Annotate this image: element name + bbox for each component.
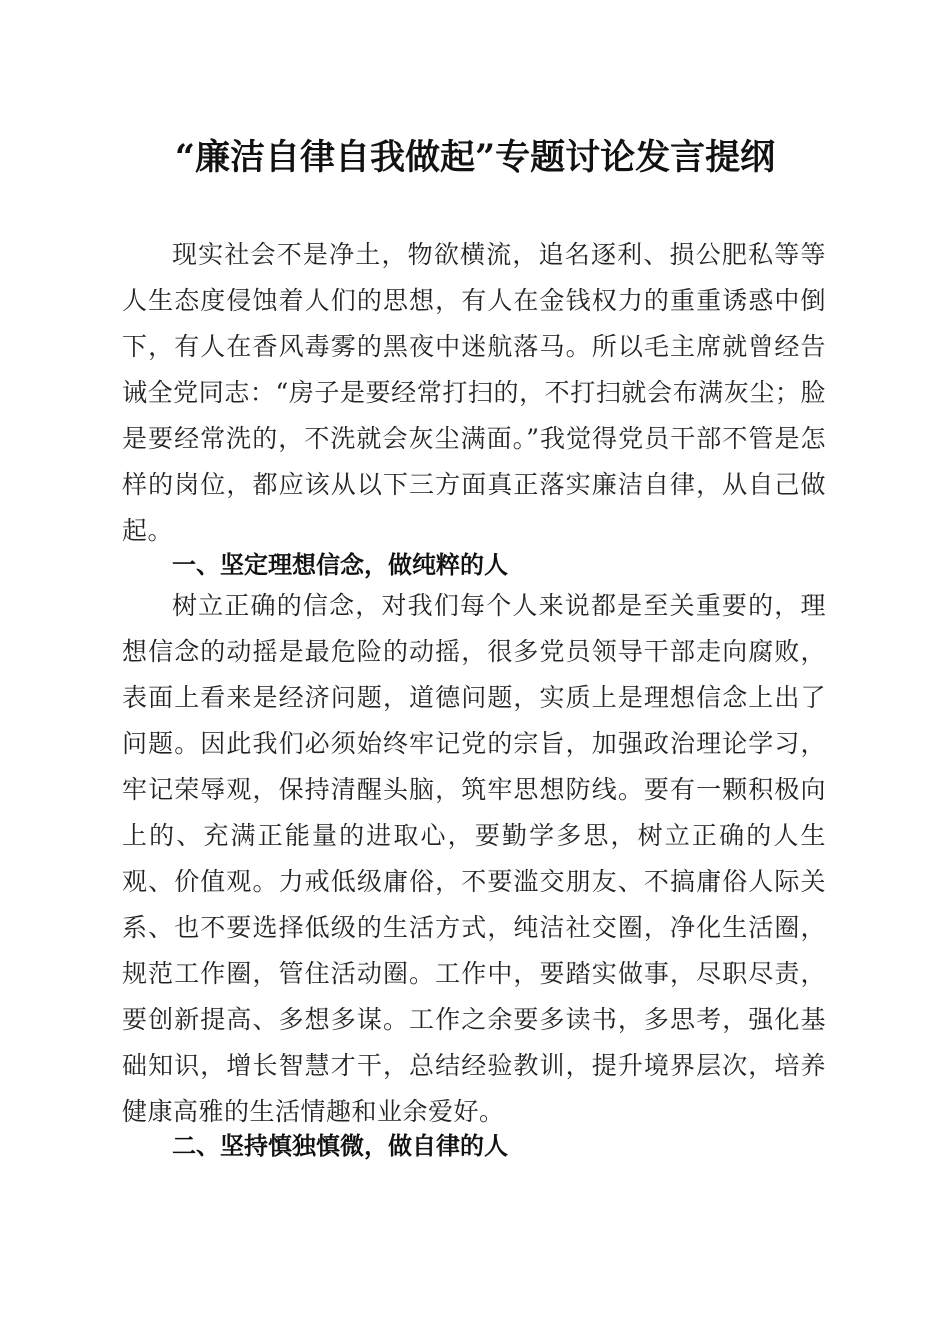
- document-title: “廉洁自律自我做起”专题讨论发言提纲: [174, 137, 776, 178]
- section-1-paragraph: 树立正确的信念，对我们每个人来说都是至关重要的，理想信念的动摇是最危险的动摇，很多党员领导干部走向腐败，表面上看来是经济问题，道德问题，实质上是理想信念上出了问题。因此我们必须始终牢记党的宗旨，加强政治理论学习，牢记荣辱观，保持清醒头脑，筑牢思想防线。要有一颗积极向上的、充满正能量的进取心，要勤学多思，树立正确的人生观、价值观。力戒低级庸俗，不要滥交朋友、不搞庸俗人际关系、也不要选择低级的生活方式，纯洁社交圈，净化生活圈，规范工作圈，管住活动圈。工作中，要踏实做事，尽职尽责，要创新提高、多想多谋。工作之余要多读书，多思考，强化基础知识，增长智慧才干，总结经验教训，提升境界层次，培养健康高雅的生活情趣和业余爱好。: [122, 591, 826, 1126]
- section-heading-2: 二、坚持慎独慎微，做自律的人: [172, 1132, 508, 1160]
- section-heading-1: 一、坚定理想信念，做纯粹的人: [172, 551, 508, 579]
- intro-paragraph: 现实社会不是净土，物欲横流，追名逐利、损公肥私等等人生态度侵蚀着人们的思想，有人在金钱权力的重重诱惑中倒下，有人在香风毒雾的黑夜中迷航落马。所以毛主席就曾经告诫全党同志：“房子是要经常打扫的，不打扫就会布满灰尘；脸是要经常洗的，不洗就会灰尘满面。”我觉得党员干部不管是怎样的岗位，都应该从以下三方面真正落实廉洁自律，从自己做起。: [122, 240, 826, 545]
